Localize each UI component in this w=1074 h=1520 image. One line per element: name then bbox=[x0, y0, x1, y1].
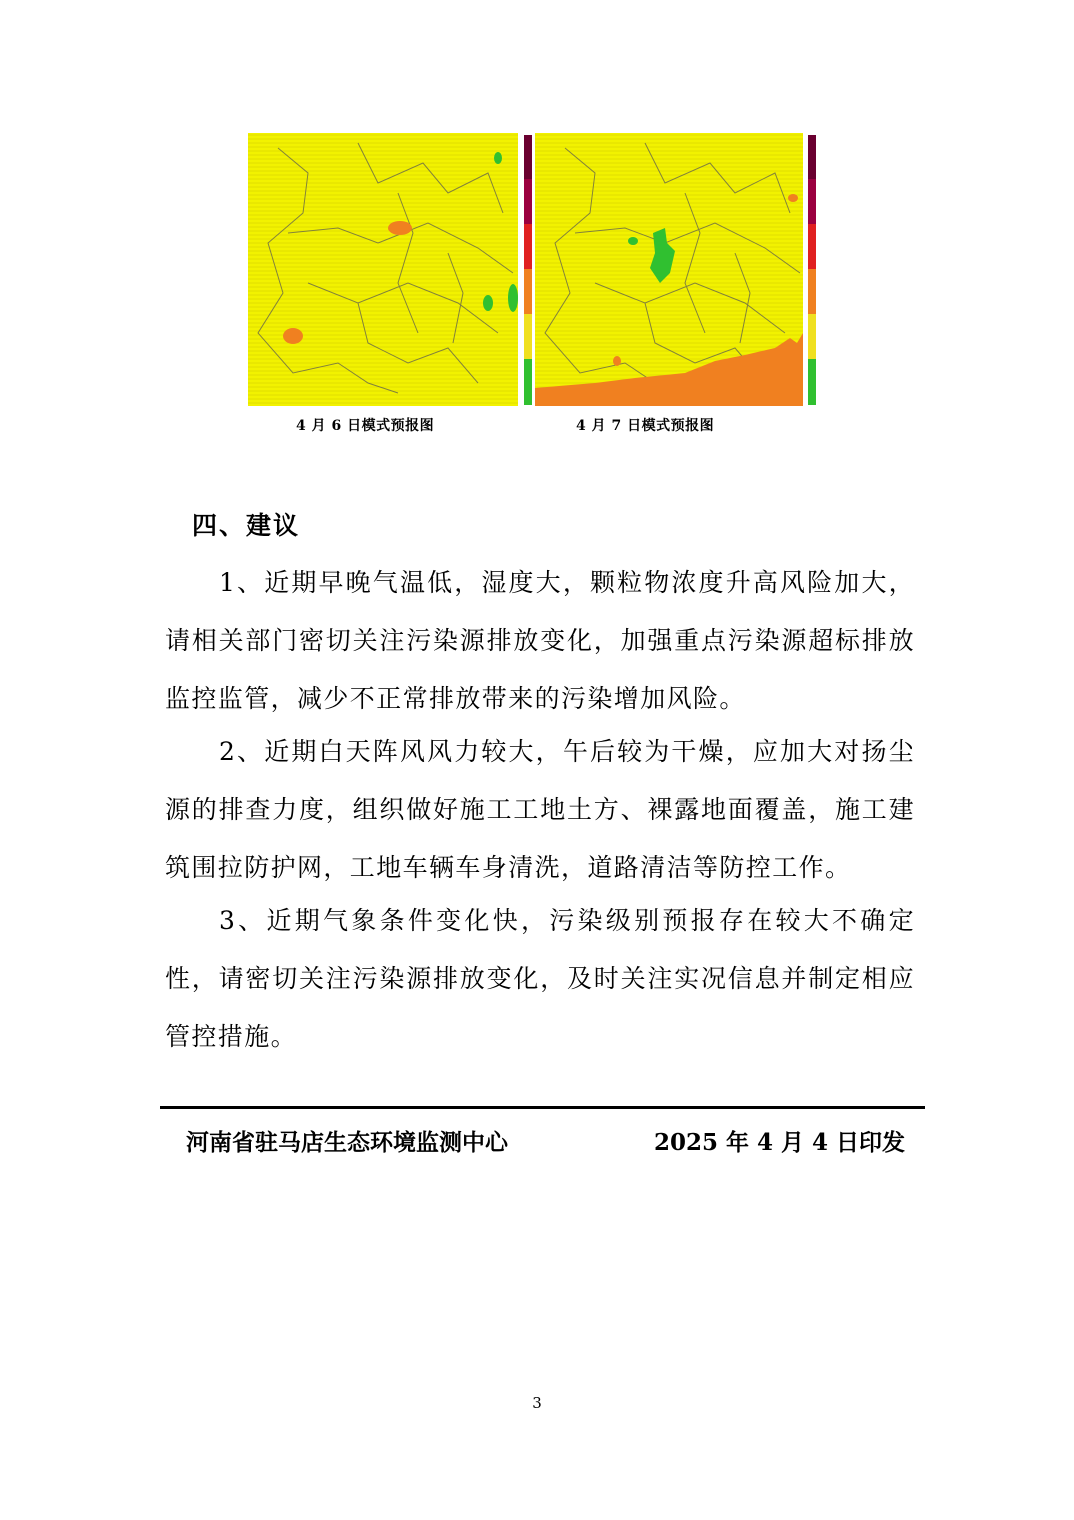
footer-organization: 河南省驻马店生态环境监测中心 bbox=[186, 1129, 508, 1156]
recommendation-paragraph: 1、近期早晚气温低，湿度大，颗粒物浓度升高风险加大，请相关部门密切关注污染源排放变化，加强重点污染源超标排放监控监管，减少不正常排放带来的污染增加风险。 bbox=[165, 568, 915, 713]
orange-patch bbox=[283, 328, 303, 344]
forecast-map-apr6 bbox=[248, 133, 533, 434]
footer-divider bbox=[160, 1106, 925, 1109]
figure-caption: 4 月 7 日模式预报图 bbox=[576, 418, 715, 434]
forecast-figures bbox=[248, 133, 823, 443]
orange-patch bbox=[613, 356, 621, 366]
figure-caption: 4 月 6 日模式预报图 bbox=[296, 418, 435, 434]
recommendation-paragraph: 3、近期气象条件变化快，污染级别预报存在较大不确定性，请密切关注污染源排放变化，及时关注实况信息并制定相应管控措施。 bbox=[165, 906, 915, 1051]
green-patch bbox=[508, 284, 518, 312]
recommendation-paragraph: 2、近期白天阵风风力较大，午后较为干燥，应加大对扬尘源的排查力度，组织做好施工工地土方、裸露地面覆盖，施工建筑围拉防护网，工地车辆车身清洗，道路清洁等防控工作。 bbox=[165, 737, 915, 882]
legend-bar bbox=[524, 135, 532, 405]
green-patch bbox=[483, 295, 493, 311]
forecast-map-apr6-image bbox=[248, 133, 533, 408]
forecast-map-apr7-image bbox=[535, 133, 820, 408]
orange-patch bbox=[788, 194, 798, 202]
green-patch bbox=[494, 152, 502, 164]
footer-date: 2025 年 4 月 4 日印发 bbox=[654, 1129, 906, 1156]
orange-patch bbox=[388, 221, 412, 235]
page-number: 3 bbox=[532, 1394, 542, 1412]
legend-bar bbox=[808, 135, 816, 405]
green-patch bbox=[628, 237, 638, 245]
forecast-map-apr7 bbox=[535, 133, 820, 434]
section-heading: 四、建议 bbox=[192, 511, 301, 540]
